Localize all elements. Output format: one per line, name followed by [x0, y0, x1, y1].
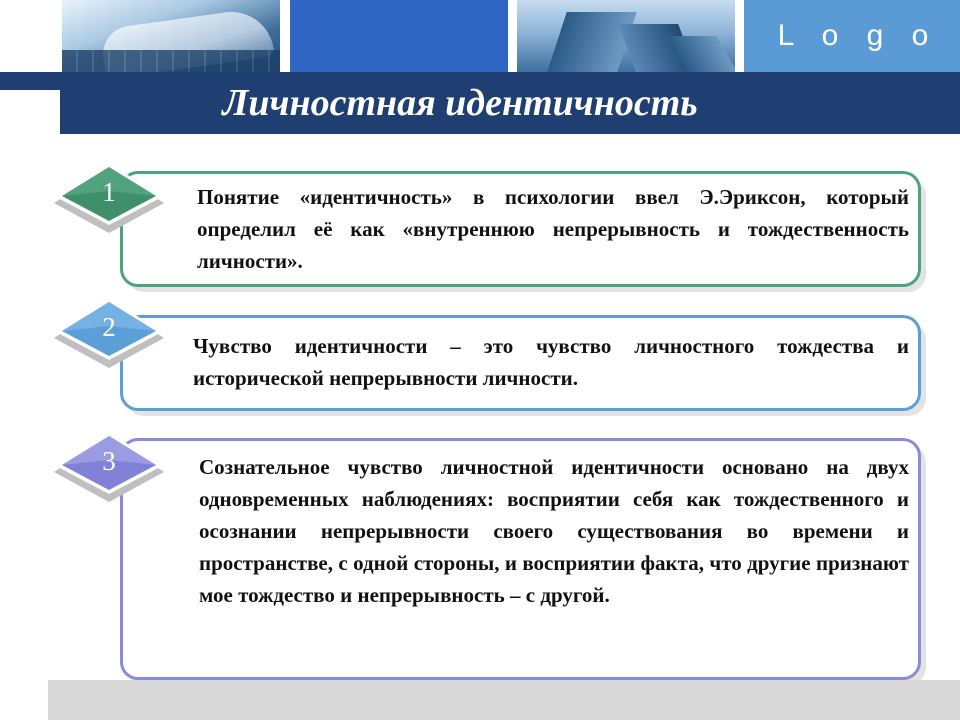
item-1-badge: [50, 161, 168, 233]
item-3-number: 3: [102, 446, 116, 476]
header-photo-buildings: [517, 0, 735, 72]
logo: [744, 0, 960, 72]
logo-text: L o g o: [777, 19, 939, 52]
header-color-block: [290, 0, 508, 72]
item-1-text: Понятие «идентичность» в психологии ввел Э.Эриксон, который определил её как «внутреннюю непрерывность и тождественность личности».: [197, 185, 909, 273]
slide-title: Личностная идентичность: [222, 82, 698, 124]
item-3-badge: [50, 430, 168, 502]
item-2-badge: [50, 296, 168, 368]
item-3-text: Сознательное чувство личностной идентичности основано на двух одновременных наблюдениях: восприятии себя как тождественного и осознании непрерывности своего существования во времени и пространстве, с одной стороны, и восприятии факта, что другие признают мое тождество и непрерывность – с другой.: [199, 455, 909, 607]
building-shape: [547, 12, 636, 72]
keyboard-image-shape: [62, 50, 280, 72]
header-photo-keyboard: [62, 0, 280, 72]
item-2-number: 2: [102, 312, 116, 342]
footer-bar: [48, 680, 960, 720]
item-2-text: Чувство идентичности – это чувство личностного тождества и исторической непрерывности личности.: [193, 334, 909, 390]
item-1-number: 1: [102, 177, 116, 207]
